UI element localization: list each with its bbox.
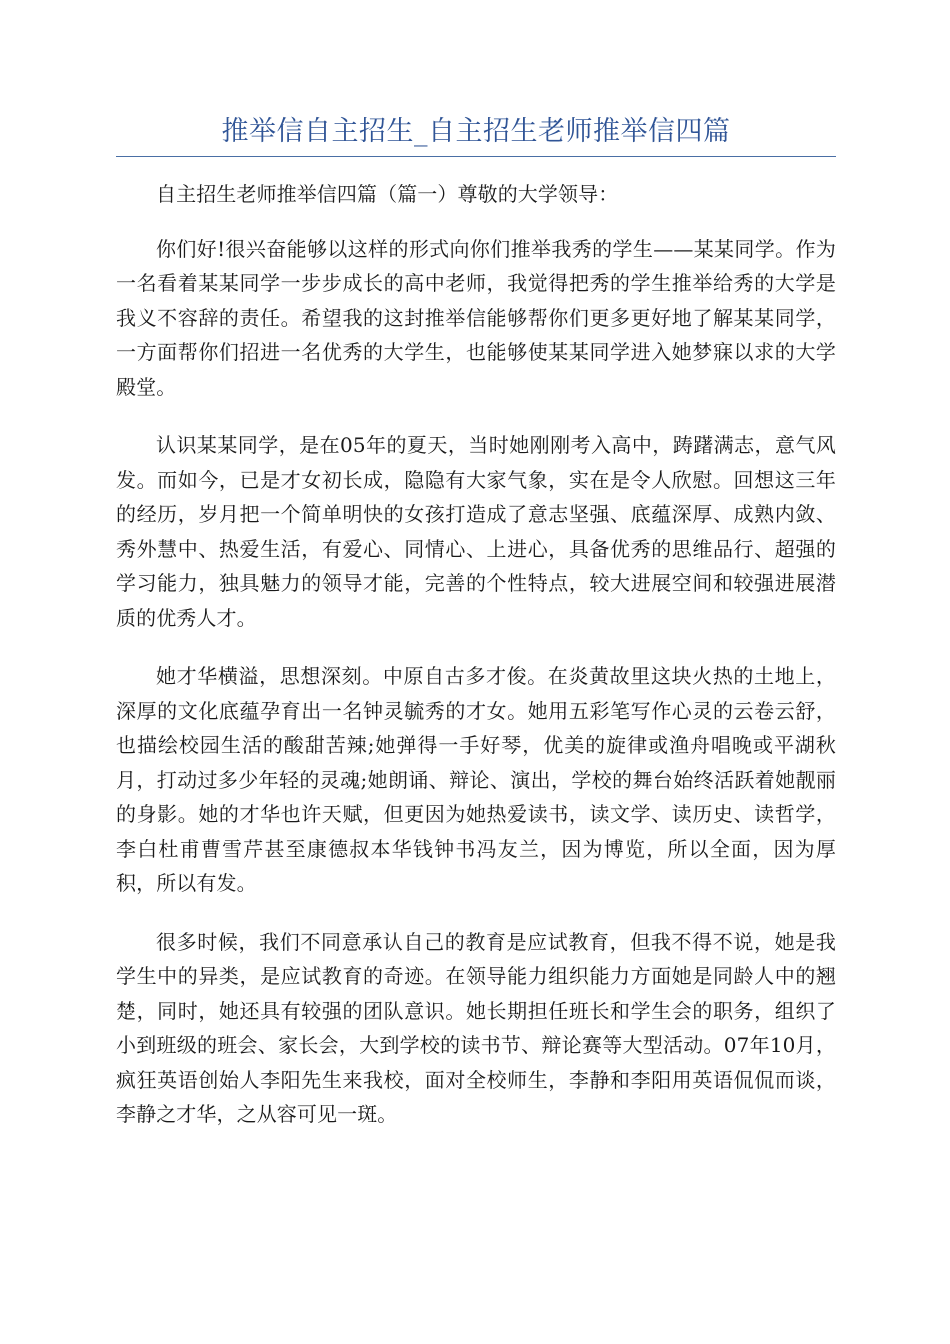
document-title: 推举信自主招生_自主招生老师推举信四篇 <box>221 116 731 147</box>
title-block <box>116 112 836 157</box>
paragraph-intro: 你们好!很兴奋能够以这样的形式向你们推举我秀的学生——某某同学。作为一名看着某某同学一步步成长的高中老师，我觉得把秀的学生推举给秀的大学是我义不容辞的责任。希望我的这封推举信能够帮你们更多更好地了解某某同学，一方面帮你们招进一名优秀的大学生，也能够使某某同学进入她梦寐以求的大学殿堂。 <box>116 236 836 399</box>
document-body <box>116 177 836 1156</box>
paragraph-leadership: 很多时候，我们不同意承认自己的教育是应试教育，但我不得不说，她是我学生中的异类，是应试教育的奇迹。在领导能力组织能力方面她是同龄人中的翘楚，同时，她还具有较强的团队意识。她长期担任班长和学生会的职务，组织了小到班级的班会、家长会，大到学校的读书节、辩论赛等大型活动。07年10月，疯狂英语创始人李阳先生来我校，面对全校师生，李静和李阳用英语侃侃而谈，李静之才华，之从容可见一斑。 <box>116 929 836 1126</box>
paragraph-salutation: 自主招生老师推举信四篇（篇一）尊敬的大学领导： <box>156 182 619 206</box>
paragraph-growth: 认识某某同学，是在05年的夏天，当时她刚刚考入高中，踌躇满志，意气风发。而如今，已是才女初长成，隐隐有大家气象，实在是令人欣慰。回想这三年的经历，岁月把一个简单明快的女孩打造成了意志坚强、底蕴深厚、成熟内敛、秀外慧中、热爱生活，有爱心、同情心、上进心，具备优秀的思维品行、超强的学习能力，独具魅力的领导才能，完善的个性特点，较大进展空间和较强进展潜质的优秀人才。 <box>116 433 836 630</box>
paragraph-talent: 她才华横溢，思想深刻。中原自古多才俊。在炎黄故里这块火热的土地上，深厚的文化底蕴孕育出一名钟灵毓秀的才女。她用五彩笔写作心灵的云卷云舒，也描绘校园生活的酸甜苦辣;她弹得一手好琴，优美的旋律或渔舟唱晚或平湖秋月，打动过多少年轻的灵魂;她朗诵、辩论、演出，学校的舞台始终活跃着她靓丽的身影。她的才华也许天赋，但更因为她热爱读书，读文学、读历史、读哲学，李白杜甫曹雪芹甚至康德叔本华钱钟书冯友兰，因为博览，所以全面，因为厚积，所以有发。 <box>116 664 836 895</box>
